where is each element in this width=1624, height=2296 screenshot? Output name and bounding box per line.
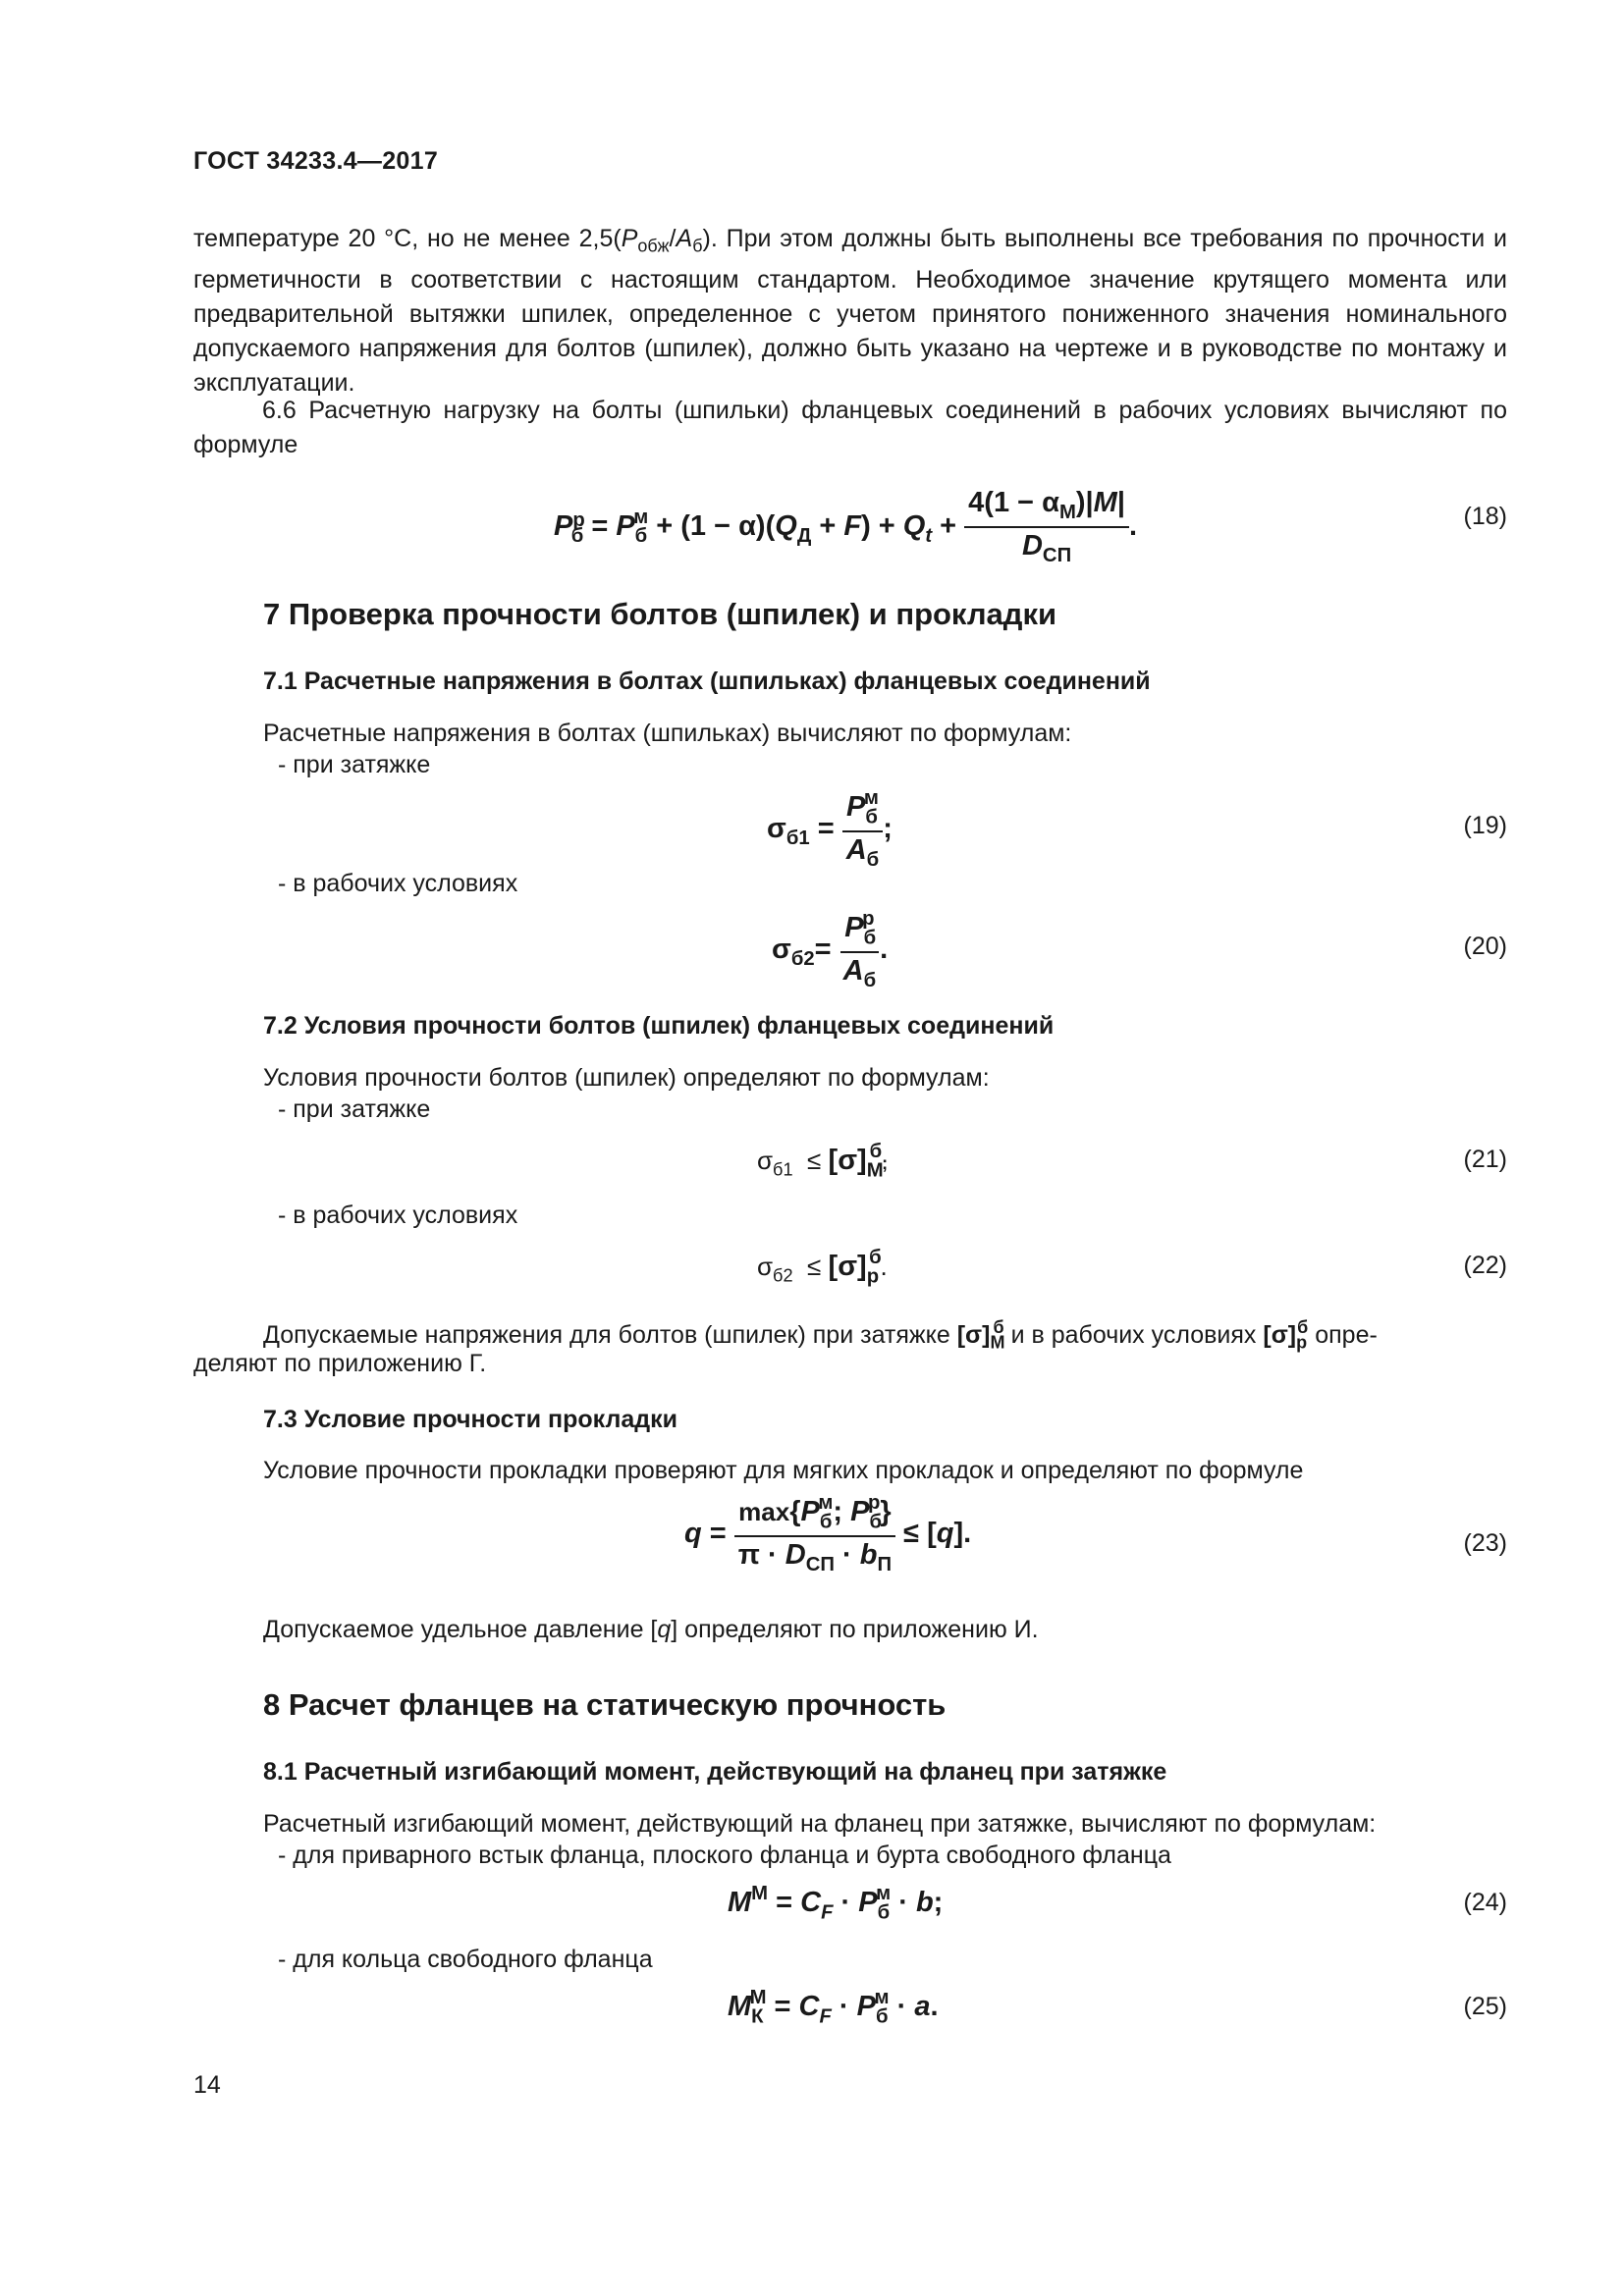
paragraph-6-6: 6.6 Расчетную нагрузку на болты (шпильки) фланцевых соединений в рабочих условиях вычисляют по формуле bbox=[193, 397, 1507, 458]
allowable-text-1: Допускаемые напряжения для болтов (шпилек) при затяжке bbox=[263, 1320, 950, 1349]
pressure-paragraph: Допускаемое удельное давление [q] определяют по приложению И. bbox=[263, 1616, 1039, 1643]
equation-number-21: (21) bbox=[1463, 1146, 1507, 1173]
allowable-text-3: опре- bbox=[1315, 1320, 1378, 1349]
list-item-ring: - для кольца свободного фланца bbox=[278, 1946, 653, 1973]
allowable-symbol-tightening: $[\sigma]_М^б$ bbox=[956, 1317, 1005, 1353]
subsection-8-1-title: 8.1 Расчетный изгибающий момент, действующий на фланец при затяжке bbox=[263, 1758, 1167, 1786]
formula-20: $\sigma_{б2}=$ $\frac{P_б^р}{A_б}$ . bbox=[772, 908, 889, 992]
subsection-7-2-title: 7.2 Условия прочности болтов (шпилек) фланцевых соединений bbox=[263, 1012, 1055, 1040]
equation-number-23: (23) bbox=[1463, 1529, 1507, 1557]
allowable-text-2: и в рабочих условиях bbox=[1010, 1320, 1257, 1349]
document-header: ГОСТ 34233.4—2017 bbox=[193, 147, 439, 175]
subsection-7-3-title: 7.3 Условие прочности прокладки bbox=[263, 1406, 678, 1433]
subsection-7-1-text: Расчетные напряжения в болтах (шпильках) вычисляют по формулам: bbox=[263, 720, 1072, 747]
subsection-7-2-text: Условия прочности болтов (шпилек) определяют по формулам: bbox=[263, 1064, 990, 1092]
equation-number-22: (22) bbox=[1463, 1252, 1507, 1279]
section-8-title: 8 Расчет фланцев на статическую прочность bbox=[263, 1687, 947, 1722]
subsection-7-3-text: Условие прочности прокладки проверяют для мягких прокладок и определяют по формуле bbox=[263, 1457, 1304, 1484]
formula-21: $\sigma_{б1} \le [\sigma]_М^б$; bbox=[757, 1141, 889, 1182]
subsection-7-1-title: 7.1 Расчетные напряжения в болтах (шпильках) фланцевых соединений bbox=[263, 667, 1151, 695]
list-item-tightening: - при затяжке bbox=[278, 751, 431, 778]
list-item-tightening-2: - при затяжке bbox=[278, 1095, 431, 1123]
formula-18: $P^р_б = P_б^м + (1 - \alpha)(Q_Д + F) + Q_t$ + $\frac{4(1 - \alpha_М)|M|}{D_{СП}}$ . bbox=[554, 487, 1138, 567]
formula-25: $M_К^М = C_F \cdot P_б^м \cdot a$. bbox=[728, 1987, 939, 2028]
allowable-text-4: деляют по приложению Г. bbox=[193, 1350, 487, 1377]
page-number: 14 bbox=[193, 2071, 221, 2099]
formula-24: $M^М = C_F \cdot P_б^м \cdot b$; bbox=[728, 1883, 944, 1924]
equation-number-20: (20) bbox=[1463, 933, 1507, 960]
allowable-symbol-working: $[\sigma]_р^б$ bbox=[1263, 1317, 1309, 1353]
formula-19: $\sigma_{б1}$ = $\frac{P_б^м}{A_б}$ ; bbox=[767, 787, 893, 872]
list-item-working: - в рабочих условиях bbox=[278, 870, 518, 897]
subsection-8-1-text: Расчетный изгибающий момент, действующий на фланец при затяжке, вычисляют по формулам: bbox=[263, 1810, 1377, 1838]
formula-23: q = $\frac{\max\{P_б^м; P_б^р\}}{\pi \cdot D_{СП} \cdot b_П}$ ≤ [q]. bbox=[684, 1492, 972, 1576]
list-item-working-2: - в рабочих условиях bbox=[278, 1201, 518, 1229]
list-item-weld-flange: - для приварного встык фланца, плоского фланца и бурта свободного фланца bbox=[278, 1842, 1171, 1869]
section-7-title: 7 Проверка прочности болтов (шпилек) и прокладки bbox=[263, 597, 1057, 631]
paragraph-intro bbox=[193, 222, 1507, 400]
paragraph-intro-text: температуре 20 °С, но не менее $2,5(P_{обж}/A_б)$. При этом должны быть выполнены все требования по прочности и герметичности в соответствии с настоящим стандартом. Необходимое значение крутящего момента или предварительной вытяжки шпилек, определенное с учетом принятого пониженного значения номинального допускаемого напряжения для болтов (шпилек), должно быть указано на чертеже и в руководстве по монтажу и эксплуатации. bbox=[193, 225, 1507, 398]
equation-number-24: (24) bbox=[1463, 1889, 1507, 1916]
formula-22: $\sigma_{б2} \le [\sigma]_р^б$. bbox=[757, 1247, 887, 1288]
equation-number-25: (25) bbox=[1463, 1993, 1507, 2020]
equation-number-19: (19) bbox=[1463, 812, 1507, 839]
equation-number-18: (18) bbox=[1463, 503, 1507, 530]
